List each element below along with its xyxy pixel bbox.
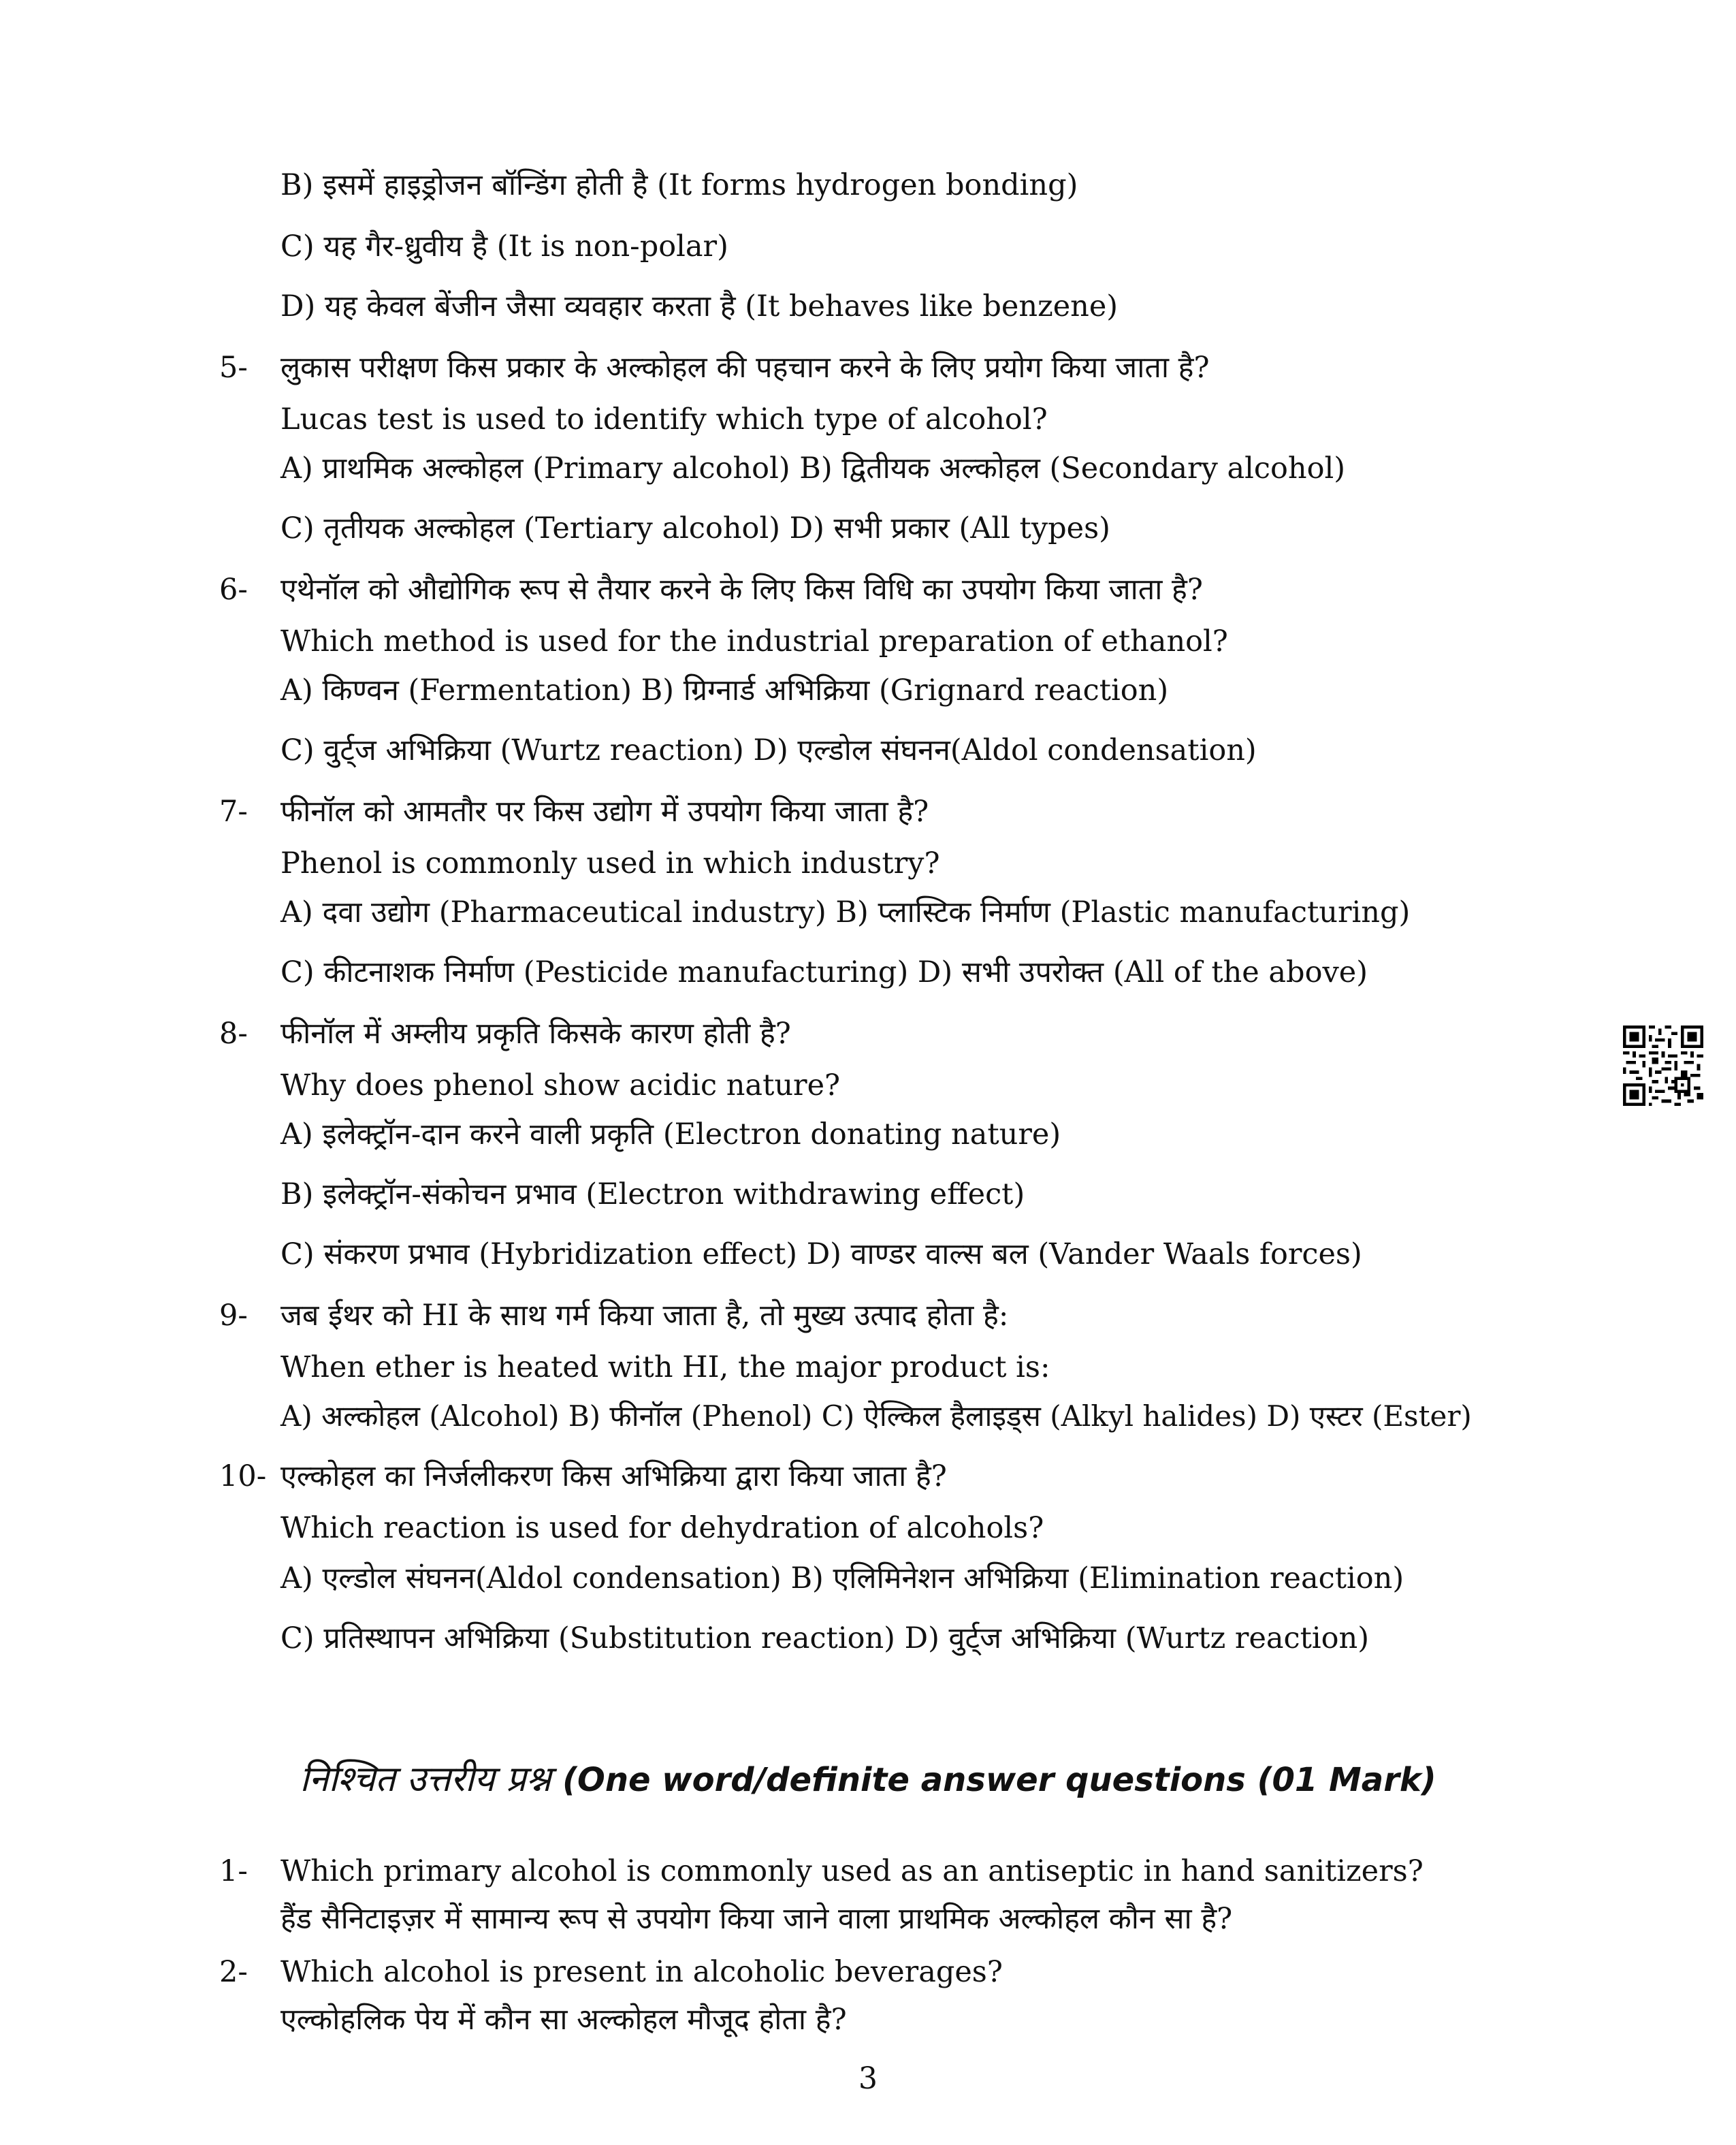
question-options: A) किण्वन (Fermentation) B) ग्रिग्नार्ड अभिक्रिया (Grignard reaction)	[280, 673, 1169, 708]
question-english: When ether is heated with HI, the major product is:	[280, 1350, 1050, 1384]
question-options: A) अल्कोहल (Alcohol) B) फीनॉल (Phenol) C) ऐल्किल हैलाइड्स (Alkyl halides) D) एस्टर (Ester)	[280, 1399, 1472, 1433]
question-english: Lucas test is used to identify which type of alcohol?	[280, 402, 1048, 436]
question-number: 5-	[219, 351, 248, 385]
question-english: Which primary alcohol is commonly used as an antiseptic in hand sanitizers?	[280, 1854, 1424, 1888]
question-number: 2-	[219, 1955, 248, 1989]
question-hindi: एल्कोहल का निर्जलीकरण किस अभिक्रिया द्वारा किया जाता है?	[280, 1459, 947, 1493]
question-hindi: फीनॉल में अम्लीय प्रकृति किसके कारण होती है?	[280, 1017, 791, 1051]
question-hindi: फीनॉल को आमतौर पर किस उद्योग में उपयोग किया जाता है?	[280, 795, 929, 829]
question-options: A) प्राथमिक अल्कोहल (Primary alcohol) B) द्वितीयक अल्कोहल (Secondary alcohol)	[280, 451, 1346, 486]
page-number: 3	[858, 2061, 878, 2096]
question-options: C) तृतीयक अल्कोहल (Tertiary alcohol) D) सभी प्रकार (All types)	[280, 511, 1110, 545]
question-options: C) प्रतिस्थापन अभिक्रिया (Substitution reaction) D) वुर्ट्ज अभिक्रिया (Wurtz reaction)	[280, 1621, 1370, 1655]
question-english: Which alcohol is present in alcoholic beverages?	[280, 1955, 1003, 1989]
question-options: B) इलेक्ट्रॉन-संकोचन प्रभाव (Electron withdrawing effect)	[280, 1177, 1025, 1211]
question-hindi: हैंड सैनिटाइज़र में सामान्य रूप से उपयोग किया जाने वाला प्राथमिक अल्कोहल कौन सा है?	[280, 1902, 1233, 1936]
question-options: A) दवा उद्योग (Pharmaceutical industry) B) प्लास्टिक निर्माण (Plastic manufacturing)	[280, 895, 1411, 930]
question-hindi: एथेनॉल को औद्योगिक रूप से तैयार करने के लिए किस विधि का उपयोग किया जाता है?	[280, 573, 1203, 607]
section-heading-hindi: निश्चित उत्तरीय प्रश्न	[300, 1759, 551, 1800]
q4-option-b: B) इसमें हाइड्रोजन बॉन्डिंग होती है (It forms hydrogen bonding)	[280, 168, 1078, 202]
question-english: Phenol is commonly used in which industry?	[280, 846, 940, 880]
question-number: 8-	[219, 1017, 248, 1051]
question-options: A) इलेक्ट्रॉन-दान करने वाली प्रकृति (Electron donating nature)	[280, 1117, 1061, 1151]
question-number: 10-	[219, 1459, 267, 1493]
question-number: 6-	[219, 573, 248, 607]
question-options: C) कीटनाशक निर्माण (Pesticide manufacturing) D) सभी उपरोक्त (All of the above)	[280, 955, 1368, 989]
question-english: Which reaction is used for dehydration of alcohols?	[280, 1511, 1044, 1545]
question-options: A) एल्डोल संघनन(Aldol condensation) B) एलिमिनेशन अभिक्रिया (Elimination reaction)	[280, 1561, 1404, 1595]
question-hindi: एल्कोहलिक पेय में कौन सा अल्कोहल मौजूद होता है?	[280, 2003, 847, 2037]
qr-code-icon	[1623, 1026, 1703, 1106]
section-heading	[0, 1755, 1736, 1804]
question-number: 9-	[219, 1299, 248, 1333]
question-options: C) संकरण प्रभाव (Hybridization effect) D) वाण्डर वाल्स बल (Vander Waals forces)	[280, 1237, 1362, 1271]
section-heading-english: (One word/definite answer questions (01 Mark)	[562, 1761, 1436, 1799]
question-hindi: जब ईथर को HI के साथ गर्म किया जाता है, तो मुख्य उत्पाद होता है:	[280, 1299, 1009, 1333]
question-english: Which method is used for the industrial preparation of ethanol?	[280, 624, 1228, 658]
question-number: 1-	[219, 1854, 248, 1888]
q4-option-c: C) यह गैर-ध्रुवीय है (It is non-polar)	[280, 229, 728, 264]
q4-option-d: D) यह केवल बेंजीन जैसा व्यवहार करता है (It behaves like benzene)	[280, 289, 1119, 323]
question-english: Why does phenol show acidic nature?	[280, 1068, 841, 1102]
question-options: C) वुर्ट्ज अभिक्रिया (Wurtz reaction) D) एल्डोल संघनन(Aldol condensation)	[280, 733, 1257, 767]
question-number: 7-	[219, 795, 248, 829]
question-hindi: लुकास परीक्षण किस प्रकार के अल्कोहल की पहचान करने के लिए प्रयोग किया जाता है?	[280, 351, 1210, 385]
